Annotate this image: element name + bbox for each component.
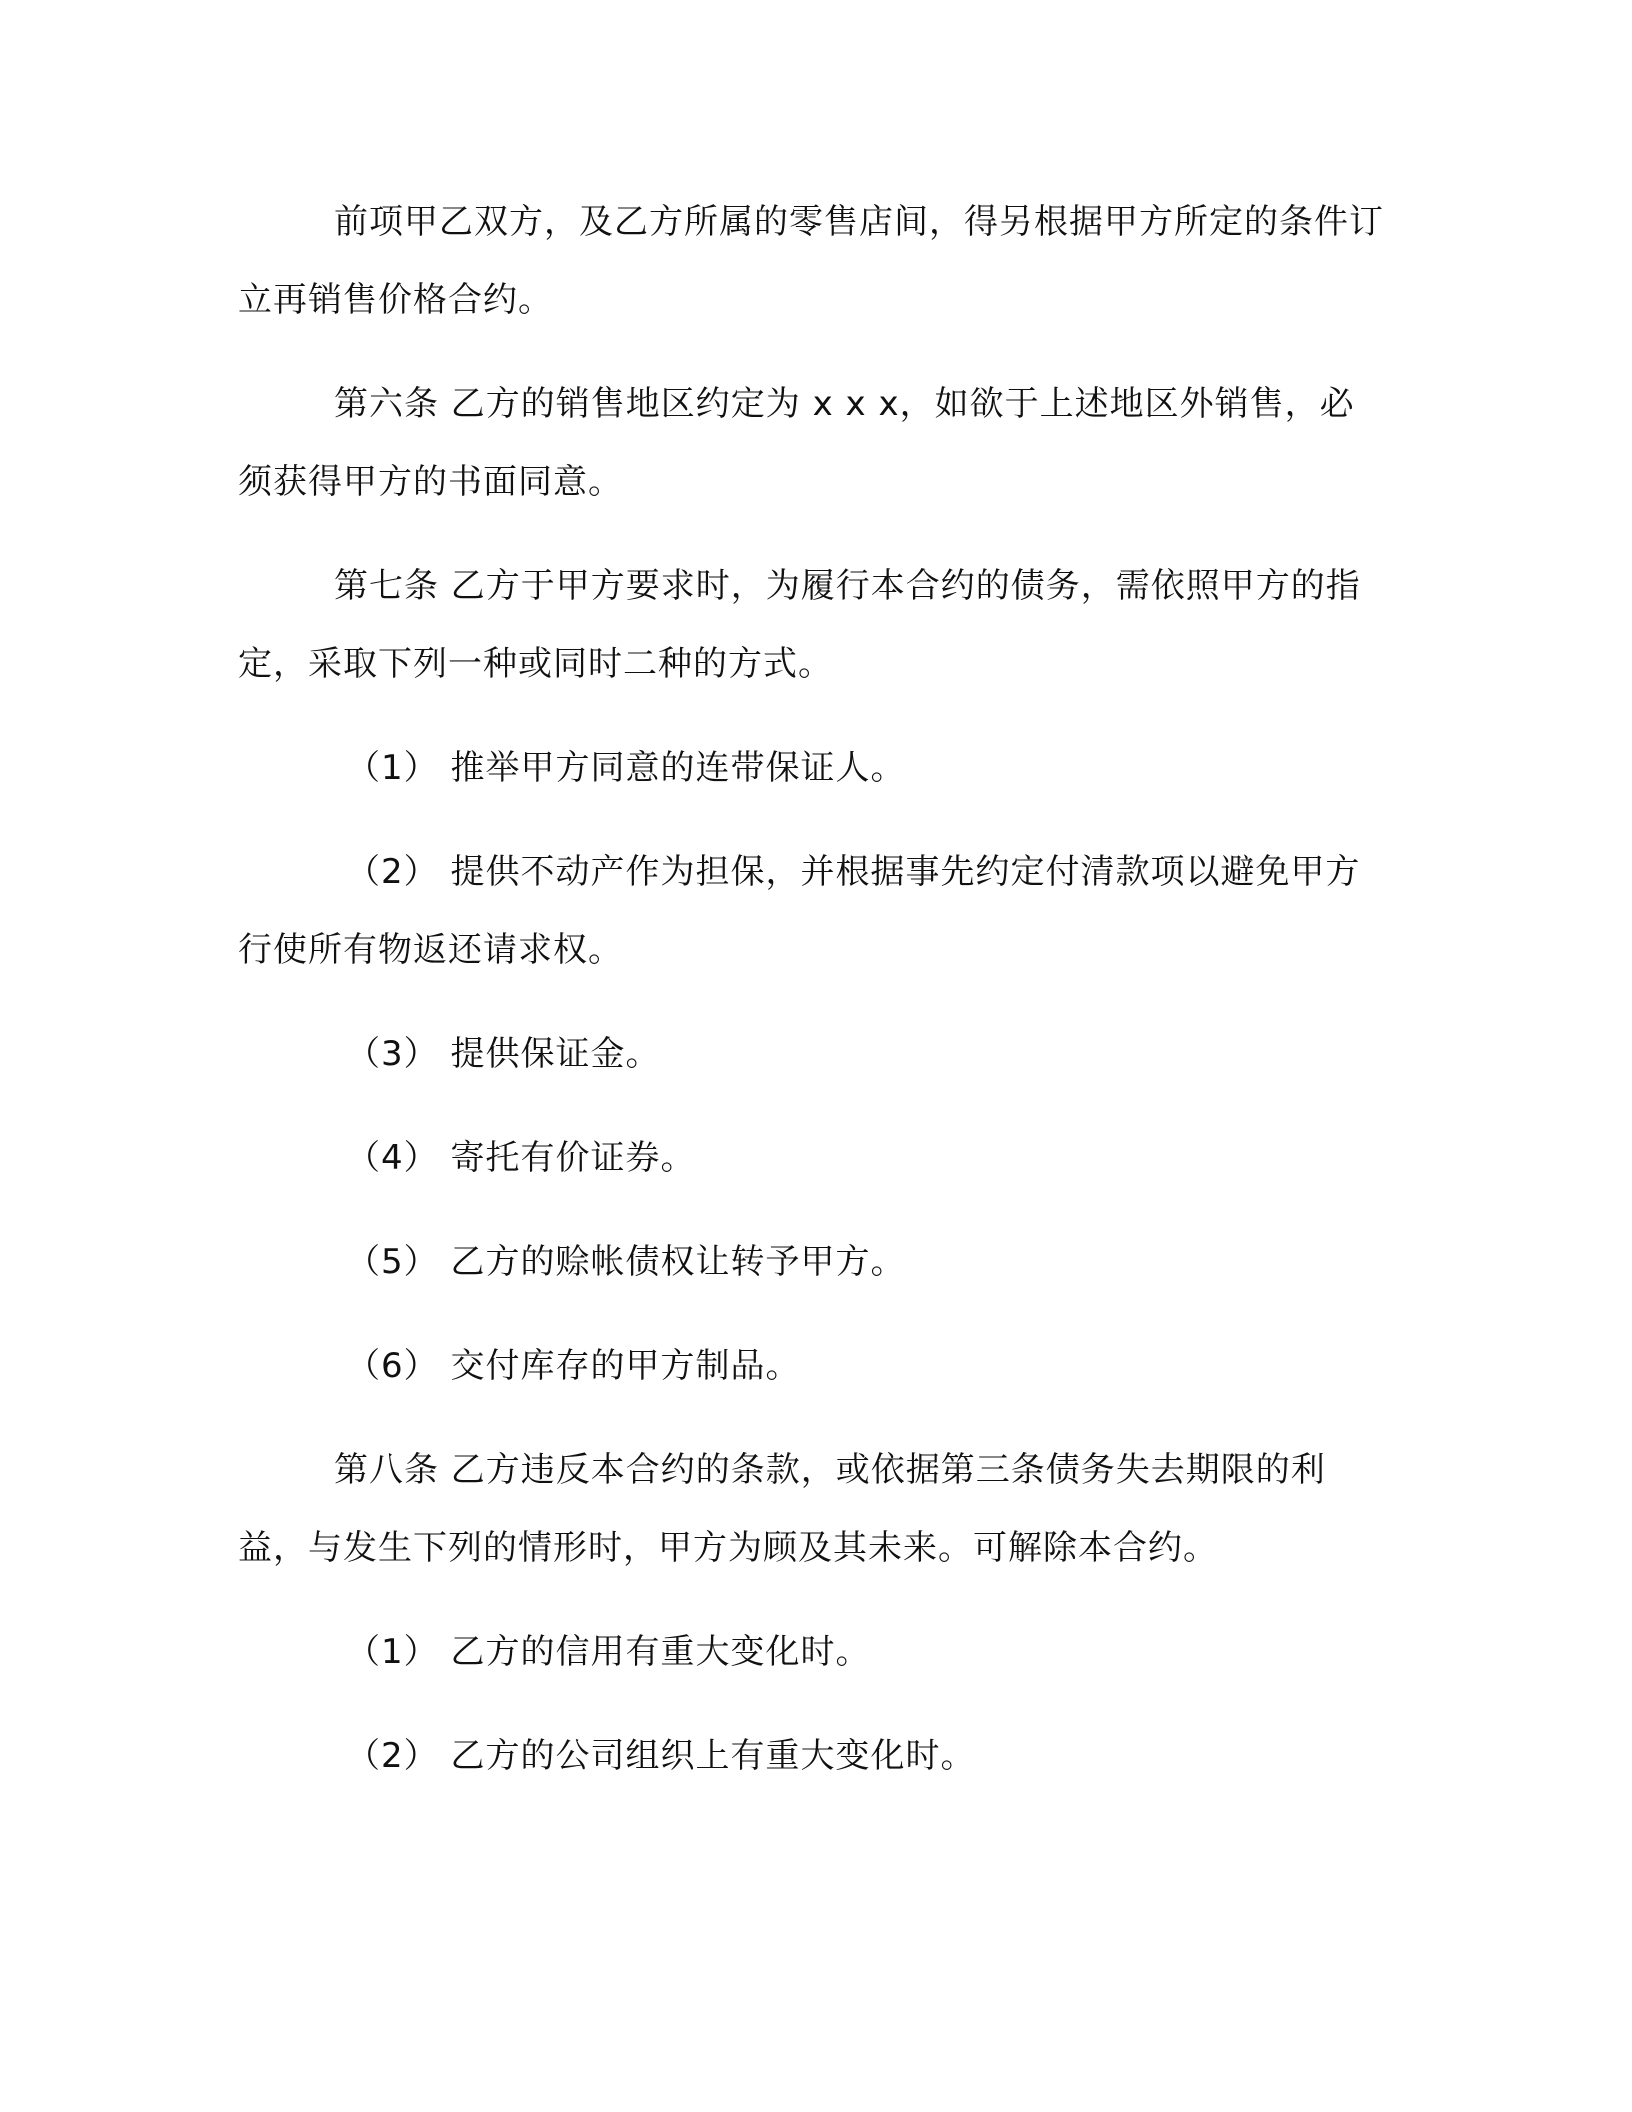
paragraph-article-8: 第八条 乙方违反本合约的条款，或依据第三条债务失去期限的利益，与发生下列的情形时，甲方为顾及其未来。可解除本合约。: [238, 1450, 1326, 1568]
list-item-article-8-2: （2） 乙方的公司组织上有重大变化时。: [346, 1736, 976, 1776]
list-item-article-7-5: （5） 乙方的赊帐债权让转予甲方。: [346, 1242, 906, 1282]
paragraph-article-6: 第六条 乙方的销售地区约定为 x x x，如欲于上述地区外销售，必须获得甲方的书面同意。: [238, 384, 1355, 502]
list-item-article-8-1: （1） 乙方的信用有重大变化时。: [346, 1632, 871, 1672]
list-item-article-7-2: （2） 提供不动产作为担保，并根据事先约定付清款项以避免甲方行使所有物返还请求权。: [238, 852, 1361, 970]
paragraph-resale-price-contract: 前项甲乙双方，及乙方所属的零售店间，得另根据甲方所定的条件订立再销售价格合约。: [238, 202, 1384, 320]
list-item-article-7-6: （6） 交付库存的甲方制品。: [346, 1346, 801, 1386]
list-item-article-7-3: （3） 提供保证金。: [346, 1034, 661, 1074]
paragraph-article-7: 第七条 乙方于甲方要求时，为履行本合约的债务，需依照甲方的指定，采取下列一种或同时二种的方式。: [238, 566, 1361, 684]
document-body: [238, 183, 1388, 1821]
list-item-article-7-4: （4） 寄托有价证券。: [346, 1138, 696, 1178]
list-item-article-7-1: （1） 推举甲方同意的连带保证人。: [346, 748, 906, 788]
